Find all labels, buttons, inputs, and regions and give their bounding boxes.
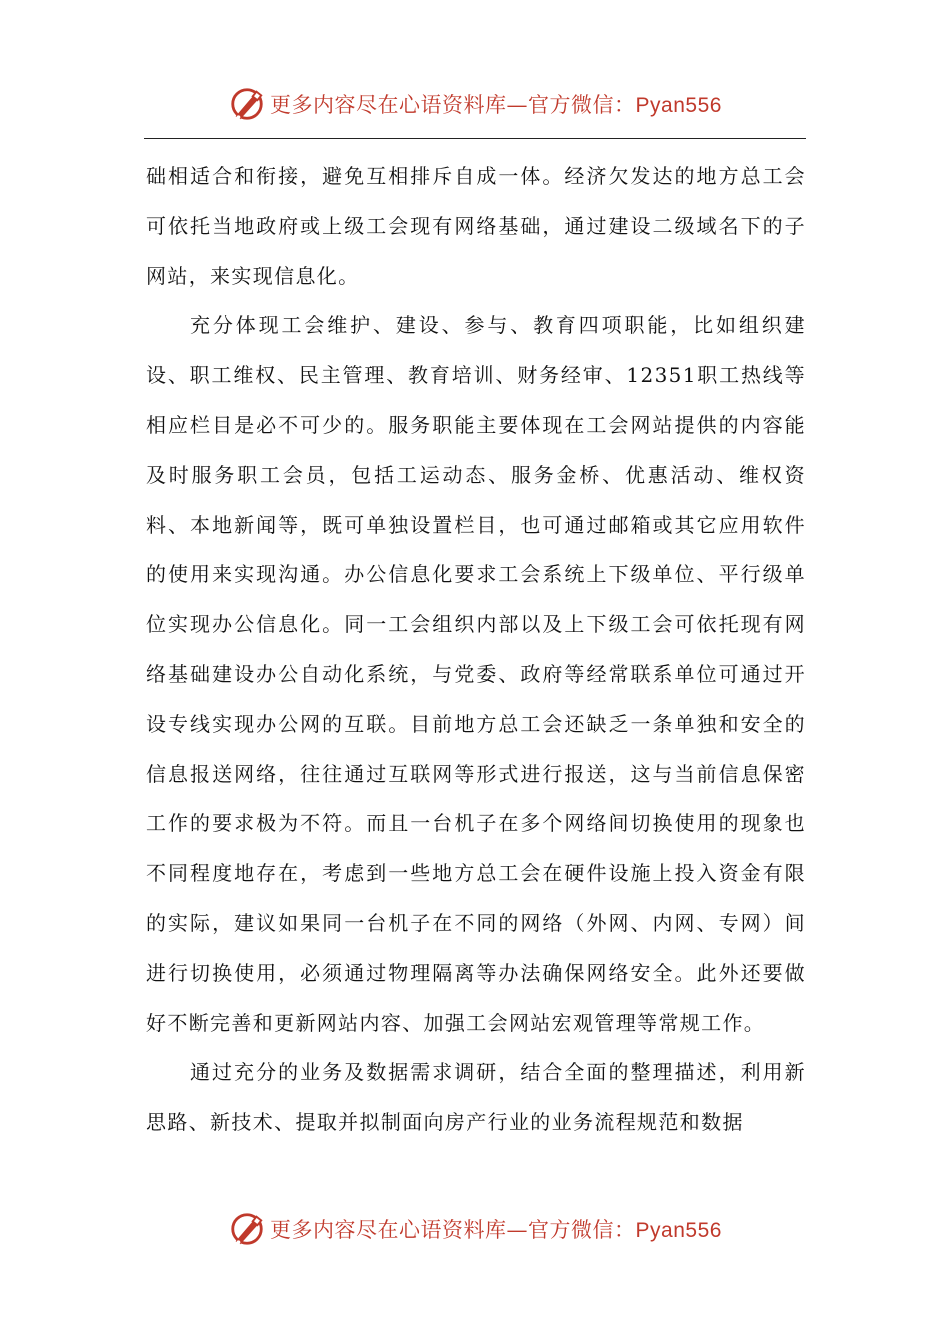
wechat-id: Pyan556 xyxy=(635,1219,722,1242)
header-divider xyxy=(144,138,806,139)
banner-text: 更多内容尽在心语资料库—官方微信：Pyan556 xyxy=(270,1218,722,1242)
header-banner xyxy=(0,82,950,126)
pen-nib-circle-icon xyxy=(228,1210,266,1248)
wechat-id: Pyan556 xyxy=(635,94,722,117)
paragraph: 充分体现工会维护、建设、参与、教育四项职能，比如组织建设、职工维权、民主管理、教育培训、财务经审、12351职工热线等相应栏目是必不可少的。服务职能主要体现在工会网站提供的内容能及时服务职工会员，包括工运动态、服务金桥、优惠活动、维权资料、本地新闻等，既可单独设置栏目，也可通过邮箱或其它应用软件的使用来实现沟通。办公信息化要求工会系统上下级单位、平行级单位实现办公信息化。同一工会组织内部以及上下级工会可依托现有网络基础建设办公自动化系统，与党委、政府等经常联系单位可通过开设专线实现办公网的互联。目前地方总工会还缺乏一条单独和安全的信息报送网络，往往通过互联网等形式进行报送，这与当前信息保密工作的要求极为不符。而且一台机子在多个网络间切换使用的现象也不同程度地存在，考虑到一些地方总工会在硬件设施上投入资金有限的实际，建议如果同一台机子在不同的网络（外网、内网、专网）间进行切换使用，必须通过物理隔离等办法确保网络安全。此外还要做好不断完善和更新网站内容、加强工会网站宏观管理等常规工作。 xyxy=(146,313,806,1035)
banner-text: 更多内容尽在心语资料库—官方微信：Pyan556 xyxy=(270,93,722,117)
pen-nib-circle-icon xyxy=(228,85,266,123)
document-body xyxy=(146,152,806,1148)
paragraph: 通过充分的业务及数据需求调研，结合全面的整理描述，利用新思路、新技术、提取并拟制面向房产行业的业务流程规范和数据 xyxy=(146,1060,806,1135)
footer-banner xyxy=(0,1207,950,1251)
paragraph-continued: 础相适合和衔接，避免互相排斥自成一体。经济欠发达的地方总工会可依托当地政府或上级工会现有网络基础，通过建设二级域名下的子网站，来实现信息化。 xyxy=(146,164,806,288)
